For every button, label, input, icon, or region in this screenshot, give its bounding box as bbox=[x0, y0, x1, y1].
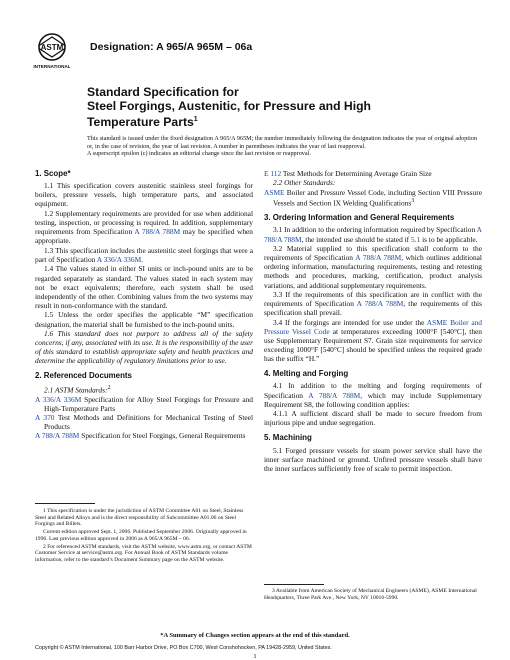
ref-link-a788[interactable]: A 788/A 788M bbox=[35, 431, 80, 440]
para-4-1-tail: , which may include Supplementary Requirement S8, the following condition applies: bbox=[264, 390, 482, 409]
link-a336[interactable]: A 336/A 336M bbox=[96, 254, 142, 264]
para-4-1-text: 4.1 In addition to the melting and forging requirements of Specification bbox=[264, 381, 482, 400]
copyright: Copyright © ASTM International, 100 Barr Harbor Drive, PO Box C700, West Conshohocken, PA 19428-2959, United States. bbox=[35, 645, 332, 651]
link-a788[interactable]: A 788/A 788M bbox=[355, 253, 402, 263]
link-section-5-1[interactable]: 5.1 bbox=[411, 234, 421, 244]
para-3-3-text: 3.3 If the requirements of this specification are in conflict with the requirements of Specification bbox=[264, 290, 482, 309]
astm-logo-graphic bbox=[30, 32, 74, 72]
title-footnote-mark: 1 bbox=[193, 116, 198, 123]
ref-item bbox=[264, 169, 482, 178]
ref-link-a370[interactable]: A 370 bbox=[35, 412, 55, 422]
ref-text: Specification for Alloy Steel Forgings for Pressure and High-Temperature Parts bbox=[44, 394, 253, 413]
document-title bbox=[87, 85, 417, 129]
ref-text: Specification for Steel Forgings, General Requirements bbox=[81, 431, 246, 440]
ref-item bbox=[35, 413, 253, 431]
link-asme-code[interactable]: ASME Boiler and Pressure Vessel Code bbox=[264, 317, 482, 336]
para-1-2-tail: may be specified when appropriate. bbox=[35, 227, 253, 246]
para-1-3-text: 1.3 This specification includes the austenitic steel forgings that were a part of Specification bbox=[35, 245, 253, 264]
title-line-3-text: Temperature Parts bbox=[87, 115, 194, 130]
asme-sup: 3 bbox=[411, 197, 415, 204]
melting-heading: 4. Melting and Forging bbox=[264, 369, 349, 379]
para-3-1-tail: is to be applicable. bbox=[422, 234, 478, 244]
para-3-3-tail: , the requirements of this specification shall prevail. bbox=[264, 299, 482, 318]
footnote-3: 3 Available from American Society of Mechanical Engineers (ASME), ASME International Headquarters, Three Park Ave., New York, NY 10016-5990. bbox=[264, 588, 477, 601]
para-5-1: 5.1 Forged pressure vessels for steam power service shall have the inner surface machined or ground. Unfired pressure vessels shall have the inner surfaces sufficiently free of scale to permit inspection. bbox=[264, 445, 482, 473]
link-a788[interactable]: A 788/A 788M bbox=[264, 225, 482, 244]
para-3-2-text: 3.2 Material supplied to this specification shall conform to the requirements of Specification bbox=[264, 244, 482, 263]
link-a788[interactable]: A 788/A 788M bbox=[356, 299, 404, 309]
para-2-1-text: 2.1 ASTM Standards: bbox=[44, 385, 108, 395]
ref-text: Test Methods for Determining Average Grain Size bbox=[282, 169, 432, 178]
link-a788[interactable]: A 788/A 788M bbox=[134, 227, 181, 237]
para-1-3-tail: . bbox=[141, 254, 144, 264]
para-1-2 bbox=[35, 209, 253, 245]
scope-heading: 1. Scope* bbox=[35, 169, 71, 178]
logo-subtext: INTERNATIONAL bbox=[33, 64, 71, 69]
para-3-3 bbox=[264, 290, 482, 317]
para-3-2-tail: , which outlines additional ordering information, manufacturing requirements, testing and retesting methods and procedures, marking, certification, product analysis variations, and additional supplementary requirements. bbox=[264, 253, 482, 290]
footnote-1: 1 This specification is under the jurisdiction of ASTM Committee A01 on Steel, Stainless Steel and Related Alloys and is the direct responsibility of Subcommittee A01.06 on Steel Forgings and Billets. bbox=[35, 508, 244, 528]
astm-logo bbox=[30, 32, 74, 72]
ordering-heading: 3. Ordering Information and General Requirements bbox=[264, 213, 455, 223]
referenced-documents-heading: 2. Referenced Documents bbox=[35, 371, 132, 381]
para-3-1-mid: , the intended use should be stated if bbox=[301, 234, 410, 244]
ref-item bbox=[35, 395, 253, 413]
footnote-1b: Current edition approved Sept. 1, 2006. Published September 2006. Originally approved in 1996. Last previous edition approved in 2006 as A 965/A 965M – 06. bbox=[35, 529, 247, 542]
para-3-4 bbox=[264, 318, 482, 363]
footnote-divider bbox=[35, 503, 95, 504]
ref-item bbox=[264, 188, 482, 208]
para-3-1-text: 3.1 In addition to the ordering information required by Specification bbox=[273, 225, 476, 235]
designation: Designation: A 965/A 965M – 06a bbox=[90, 41, 253, 53]
footnote-2: 2 For referenced ASTM standards, visit the ASTM website, www.astm.org, or contact ASTM Customer Service at service@astm.org. For Annual Book of ASTM Standards volume information, refer to the standard’s Document Summary page on the ASTM website. bbox=[35, 543, 252, 563]
para-1-3 bbox=[35, 246, 253, 264]
ref-text: Test Methods and Definitions for Mechanical Testing of Steel Products bbox=[44, 412, 253, 431]
para-1-1: 1.1 This specification covers austenitic stainless steel forgings for boilers, pressure vessels, high temperature parts, and associated equipment. bbox=[35, 181, 253, 209]
footnotes-right bbox=[264, 588, 482, 602]
para-4-1 bbox=[264, 381, 482, 408]
summary-note: *A Summary of Changes section appears at the end of this standard. bbox=[160, 632, 350, 639]
para-1-4: 1.4 The values stated in either SI units or inch-pound units are to be regarded separately as standard. The values stated in each system may not be exact equivalents; therefore, each system shall be used independently of the other. Combining values from the two systems may result in non-conformance with the standard. bbox=[35, 264, 253, 310]
notice-text-1: This standard is issued under the fixed designation A 965/A 965M; the number immediately following the designation indicates the year of original adoption or, in the case of revision, the year of last revision. A number in parentheses indicates the year of last reapproval. bbox=[87, 135, 477, 150]
title-line-2: Steel Forgings, Austenitic, for Pressure and High bbox=[87, 99, 371, 113]
ref-text: Boiler and Pressure Vessel Code, including Section VIII Pressure Vessels and Section IX Welding Qualifications bbox=[273, 187, 482, 208]
para-1-6: 1.6 This standard does not purport to address all of the safety concerns, if any, associated with its use. It is the responsibility of the user of this standard to establish appropriate safety and health practices and determine the applicability of regulatory limitations prior to use. bbox=[35, 329, 253, 366]
para-3-4-text: 3.4 If the forgings are intended for use under the bbox=[273, 317, 425, 327]
footnotes-left bbox=[35, 508, 253, 565]
para-2-1 bbox=[35, 384, 253, 395]
title-line-3 bbox=[87, 113, 417, 129]
right-column bbox=[264, 169, 482, 473]
footnote-divider bbox=[264, 584, 324, 585]
para-1-5: 1.5 Unless the order specifies the applicable “M” specification designation, the material shall be furnished to the inch-pound units. bbox=[35, 310, 253, 329]
para-1-2-text: 1.2 Supplementary requirements are provided for use when additional testing, inspection, or processing is required. In addition, supplementary requirements from Specification bbox=[35, 208, 253, 237]
notice-text-2: A superscript epsilon (ε) indicates an editorial change since the last revision or reapproval. bbox=[87, 150, 311, 158]
para-3-1 bbox=[264, 225, 482, 243]
left-column bbox=[35, 169, 253, 440]
para-2-2: 2.2 Other Standards: bbox=[273, 178, 336, 188]
link-a788[interactable]: A 788/A 788M bbox=[308, 390, 361, 400]
logo-text: ASTM bbox=[40, 43, 64, 52]
ref-link-e112[interactable]: E 112 bbox=[264, 169, 282, 178]
para-2-1-sup: 2 bbox=[107, 384, 111, 391]
ref-link-a336[interactable]: A 336/A 336M bbox=[35, 394, 82, 404]
para-3-4-tail: at temperatures exceeding 1000°F [540°C], then use Supplementary Requirement S7. Grain size requirements for service exceeding 1000°F [540°C] should be specified unless the required grade has the suffix “H.” bbox=[264, 326, 482, 364]
ref-link-asme[interactable]: ASME bbox=[264, 187, 285, 197]
ref-item bbox=[35, 431, 253, 440]
title-line-1: Standard Specification for bbox=[87, 85, 239, 99]
para-3-2 bbox=[264, 244, 482, 289]
issuance-notice bbox=[87, 135, 477, 158]
para-4-1-1: 4.1.1 A sufficient discard shall be made to secure freedom from injurious pipe and undue segregation. bbox=[264, 409, 482, 428]
machining-heading: 5. Machining bbox=[264, 433, 312, 443]
page-number: 1 bbox=[253, 653, 257, 660]
